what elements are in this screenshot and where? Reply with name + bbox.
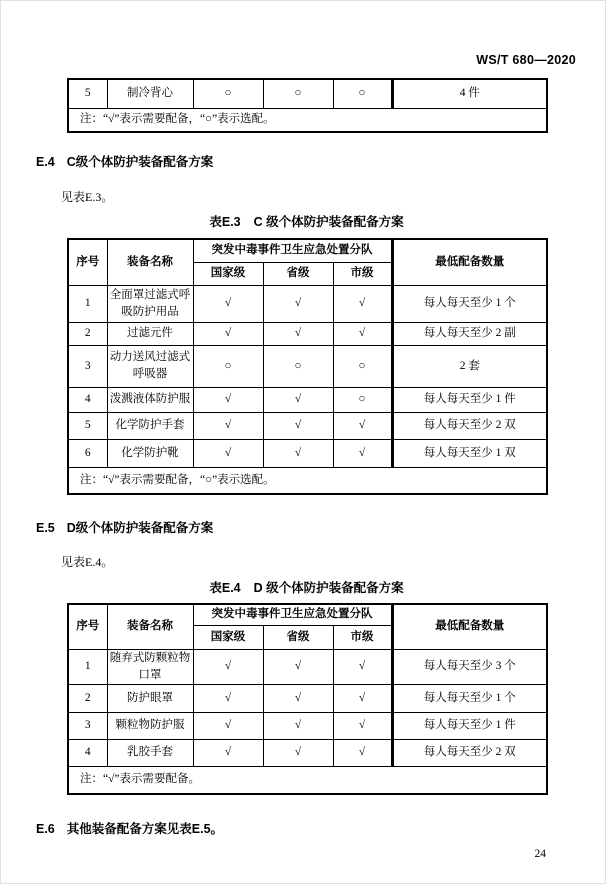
cell-equipment-name: 动力送风过滤式呼吸器	[107, 345, 193, 387]
caption-label: 表E.4	[209, 581, 241, 595]
section-e6-heading	[36, 819, 223, 837]
section-label: E.4	[36, 155, 55, 169]
cell-municipal: √	[333, 322, 392, 345]
section-e5-heading	[36, 518, 213, 536]
cell-seq: 1	[68, 649, 107, 684]
cell-national: √	[193, 649, 263, 684]
cell-equipment-name: 随弃式防颗粒物口罩	[107, 649, 193, 684]
cell-equipment-name: 防护眼罩	[107, 684, 193, 712]
cell-national: √	[193, 684, 263, 712]
table-note: 注：“√”表示需要配备，“○”表示选配。	[68, 108, 547, 132]
cell-seq: 3	[68, 712, 107, 739]
table-row	[68, 322, 547, 345]
cell-equipment-name: 化学防护靴	[107, 439, 193, 467]
cell-equipment-name: 颗粒物防护服	[107, 712, 193, 739]
table-e3-caption	[67, 212, 546, 230]
cell-municipal: √	[333, 684, 392, 712]
cell-seq: 5	[68, 412, 107, 439]
cell-equipment-name: 全面罩过滤式呼吸防护用品	[107, 285, 193, 322]
cell-seq: 2	[68, 322, 107, 345]
cell-national: √	[193, 387, 263, 412]
section-title: C级个体防护装备配备方案	[66, 155, 214, 169]
header-seq: 序号	[68, 239, 107, 285]
cell-seq: 1	[68, 285, 107, 322]
table-reference-text: 见表E.3。	[61, 190, 114, 204]
header-seq: 序号	[68, 604, 107, 649]
table-row	[68, 712, 547, 739]
table-row	[68, 79, 547, 108]
section-e4-heading	[36, 152, 213, 170]
table-row	[68, 684, 547, 712]
cell-national: √	[193, 285, 263, 322]
table-e3	[67, 238, 548, 495]
header-team-group: 突发中毒事件卫生应急处置分队	[193, 239, 392, 262]
table-note-row	[68, 467, 547, 494]
table-row	[68, 345, 547, 387]
section-label: E.6	[36, 822, 55, 836]
cell-min-quantity: 每人每天至少 3 个	[392, 649, 547, 684]
cell-provincial: √	[263, 412, 333, 439]
section-title: 其他装备配备方案见表E.5。	[66, 822, 224, 836]
cell-equipment-name: 制冷背心	[107, 79, 193, 108]
header-national: 国家级	[193, 262, 263, 285]
cell-provincial: ○	[263, 345, 333, 387]
cell-min-quantity: 每人每天至少 1 件	[392, 712, 547, 739]
table-note-row	[68, 108, 547, 132]
cell-provincial: √	[263, 684, 333, 712]
cell-seq: 5	[68, 79, 107, 108]
cell-equipment-name: 乳胶手套	[107, 739, 193, 766]
cell-equipment-name: 泼溅液体防护服	[107, 387, 193, 412]
caption-label: 表E.3	[209, 215, 241, 229]
caption-title: C 级个体防护装备配备方案	[253, 215, 404, 229]
cell-provincial: √	[263, 712, 333, 739]
table-e4	[67, 603, 548, 795]
cell-min-quantity: 每人每天至少 2 双	[392, 412, 547, 439]
cell-national: √	[193, 739, 263, 766]
cell-municipal: ○	[333, 387, 392, 412]
cell-min-quantity: 每人每天至少 1 个	[392, 285, 547, 322]
cell-equipment-name: 过滤元件	[107, 322, 193, 345]
cell-provincial: √	[263, 387, 333, 412]
table-note-row	[68, 766, 547, 794]
cell-national: ○	[193, 79, 263, 108]
table-row	[68, 387, 547, 412]
cell-min-quantity: 每人每天至少 2 双	[392, 739, 547, 766]
cell-municipal: √	[333, 412, 392, 439]
cell-min-quantity: 每人每天至少 1 件	[392, 387, 547, 412]
cell-seq: 3	[68, 345, 107, 387]
table-note: 注：“√”表示需要配备。	[68, 766, 547, 794]
cell-provincial: √	[263, 322, 333, 345]
table-row	[68, 412, 547, 439]
table-note: 注：“√”表示需要配备，“○”表示选配。	[68, 467, 547, 494]
header-min-quantity: 最低配备数量	[392, 239, 547, 285]
cell-national: √	[193, 439, 263, 467]
cell-national: √	[193, 322, 263, 345]
section-title: D级个体防护装备配备方案	[66, 521, 214, 535]
table-row	[68, 649, 547, 684]
table-e2-continuation	[67, 78, 548, 133]
table-reference-text: 见表E.4。	[61, 555, 114, 569]
table-header-row	[68, 604, 547, 625]
cell-min-quantity: 每人每天至少 1 个	[392, 684, 547, 712]
table-header-row	[68, 239, 547, 262]
table-row	[68, 285, 547, 322]
header-equipment-name: 装备名称	[107, 604, 193, 649]
doc-number: WS/T 680—2020	[476, 53, 576, 67]
cell-provincial: √	[263, 739, 333, 766]
page-number: 24	[534, 848, 546, 860]
cell-provincial: √	[263, 439, 333, 467]
cell-municipal: ○	[333, 345, 392, 387]
cell-municipal: √	[333, 712, 392, 739]
cell-min-quantity: 2 套	[392, 345, 547, 387]
header-national: 国家级	[193, 625, 263, 649]
cell-equipment-name: 化学防护手套	[107, 412, 193, 439]
header-municipal: 市级	[333, 262, 392, 285]
cell-seq: 4	[68, 387, 107, 412]
cell-min-quantity: 每人每天至少 1 双	[392, 439, 547, 467]
header-provincial: 省级	[263, 625, 333, 649]
table-row	[68, 439, 547, 467]
header-team-group: 突发中毒事件卫生应急处置分队	[193, 604, 392, 625]
table-row	[68, 739, 547, 766]
cell-min-quantity: 每人每天至少 2 副	[392, 322, 547, 345]
cell-national: √	[193, 712, 263, 739]
cell-provincial: ○	[263, 79, 333, 108]
header-provincial: 省级	[263, 262, 333, 285]
cell-seq: 4	[68, 739, 107, 766]
cell-provincial: √	[263, 649, 333, 684]
header-municipal: 市级	[333, 625, 392, 649]
cell-national: √	[193, 412, 263, 439]
cell-municipal: √	[333, 439, 392, 467]
header-min-quantity: 最低配备数量	[392, 604, 547, 649]
cell-min-quantity: 4 件	[392, 79, 547, 108]
cell-municipal: ○	[333, 79, 392, 108]
header-equipment-name: 装备名称	[107, 239, 193, 285]
caption-title: D 级个体防护装备配备方案	[253, 581, 404, 595]
cell-national: ○	[193, 345, 263, 387]
cell-municipal: √	[333, 649, 392, 684]
cell-municipal: √	[333, 285, 392, 322]
cell-provincial: √	[263, 285, 333, 322]
cell-seq: 6	[68, 439, 107, 467]
cell-seq: 2	[68, 684, 107, 712]
cell-municipal: √	[333, 739, 392, 766]
section-label: E.5	[36, 521, 55, 535]
table-e4-caption	[67, 578, 546, 596]
